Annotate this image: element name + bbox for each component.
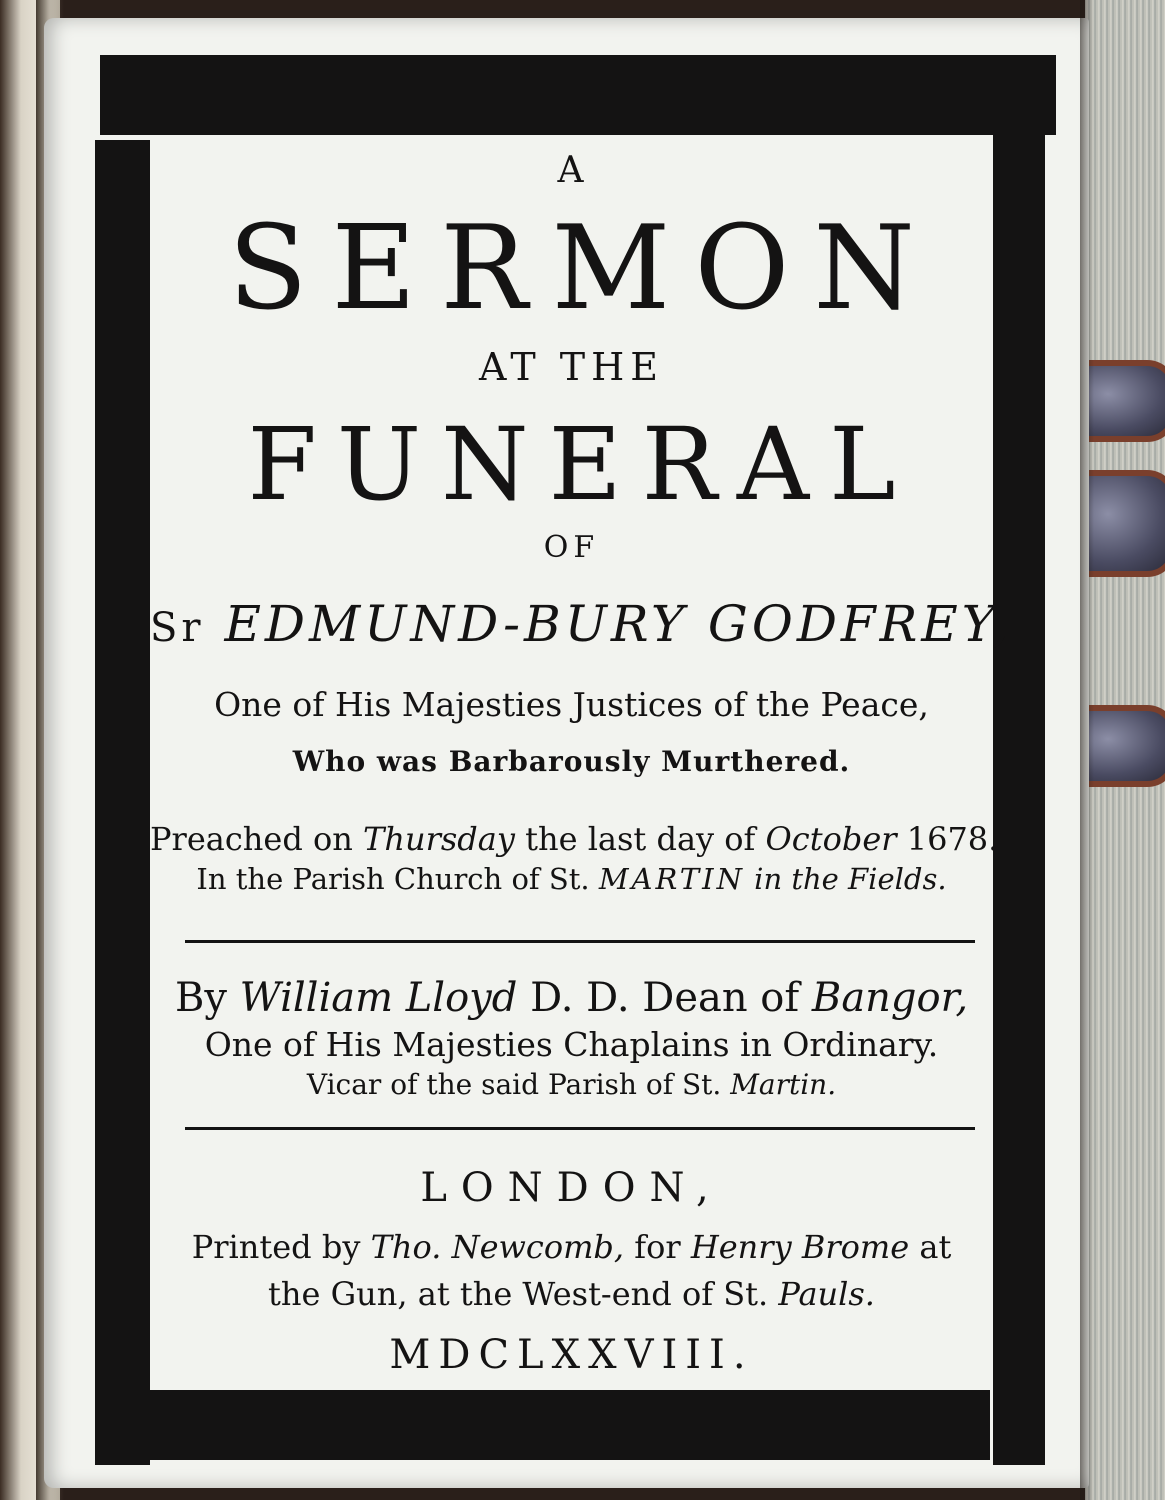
printer-name: Tho. Newcomb, (370, 1228, 625, 1266)
by-place: Bangor, (811, 975, 969, 1021)
title-of: OF (543, 530, 600, 565)
preached-year: 1678. (906, 820, 999, 858)
printed-line2-a: the Gun, at the West-end of St. (268, 1275, 769, 1313)
chaplain-line: One of His Majesties Chaplains in Ordinary. (204, 1025, 939, 1064)
church-prefix: In the Parish Church of St. (196, 862, 590, 896)
imprint-line-1 (150, 1228, 993, 1266)
mourning-border-bottom (150, 1390, 990, 1460)
by-prefix: By (174, 975, 227, 1021)
printed-prefix: Printed by (191, 1228, 361, 1266)
preached-mid: the last day of (525, 820, 756, 858)
imprint-line-2 (150, 1275, 993, 1313)
name-prefix: Sr (150, 605, 205, 651)
preached-month: October (765, 820, 897, 858)
by-title: D. D. Dean of (530, 975, 800, 1021)
divider-rule-1 (185, 940, 975, 943)
imprint-date: MDCLXXVIII. (389, 1332, 754, 1378)
author-name: William Lloyd (239, 975, 518, 1021)
author-line (150, 975, 993, 1021)
mourning-border-left (95, 140, 150, 1465)
title-article: A (557, 150, 586, 191)
vicar-prefix: Vicar of the said Parish of St. (306, 1068, 722, 1101)
vicar-line (150, 1068, 993, 1101)
name-text: EDMUND-BURY GODFREY, (224, 595, 1013, 653)
preached-line (150, 820, 999, 858)
imprint-city: LONDON, (420, 1165, 723, 1211)
printed-for: for (634, 1228, 681, 1266)
preached-day: Thursday (363, 820, 515, 858)
subject-name (150, 595, 1013, 653)
preached-prefix: Preached on (150, 820, 353, 858)
title-sermon: SERMON (228, 201, 939, 336)
justice-line: One of His Majesties Justices of the Peace, (214, 685, 929, 724)
church-name: MARTIN (598, 862, 745, 896)
mourning-border-right (993, 115, 1045, 1465)
title-funeral: FUNERAL (247, 406, 916, 523)
vicar-name: Martin. (730, 1068, 837, 1101)
printed-line2-b: Pauls. (778, 1275, 875, 1313)
church-line (150, 862, 993, 896)
mourning-border-top (100, 55, 1056, 135)
murdered-line: Who was Barbarously Murthered. (292, 745, 851, 778)
printed-at: at (919, 1228, 952, 1266)
bookseller-name: Henry Brome (690, 1228, 910, 1266)
page-edge-shadow (1080, 0, 1094, 1500)
church-suffix: in the Fields. (754, 862, 947, 896)
divider-rule-2 (185, 1127, 975, 1130)
title-at-the: AT THE (478, 345, 664, 389)
